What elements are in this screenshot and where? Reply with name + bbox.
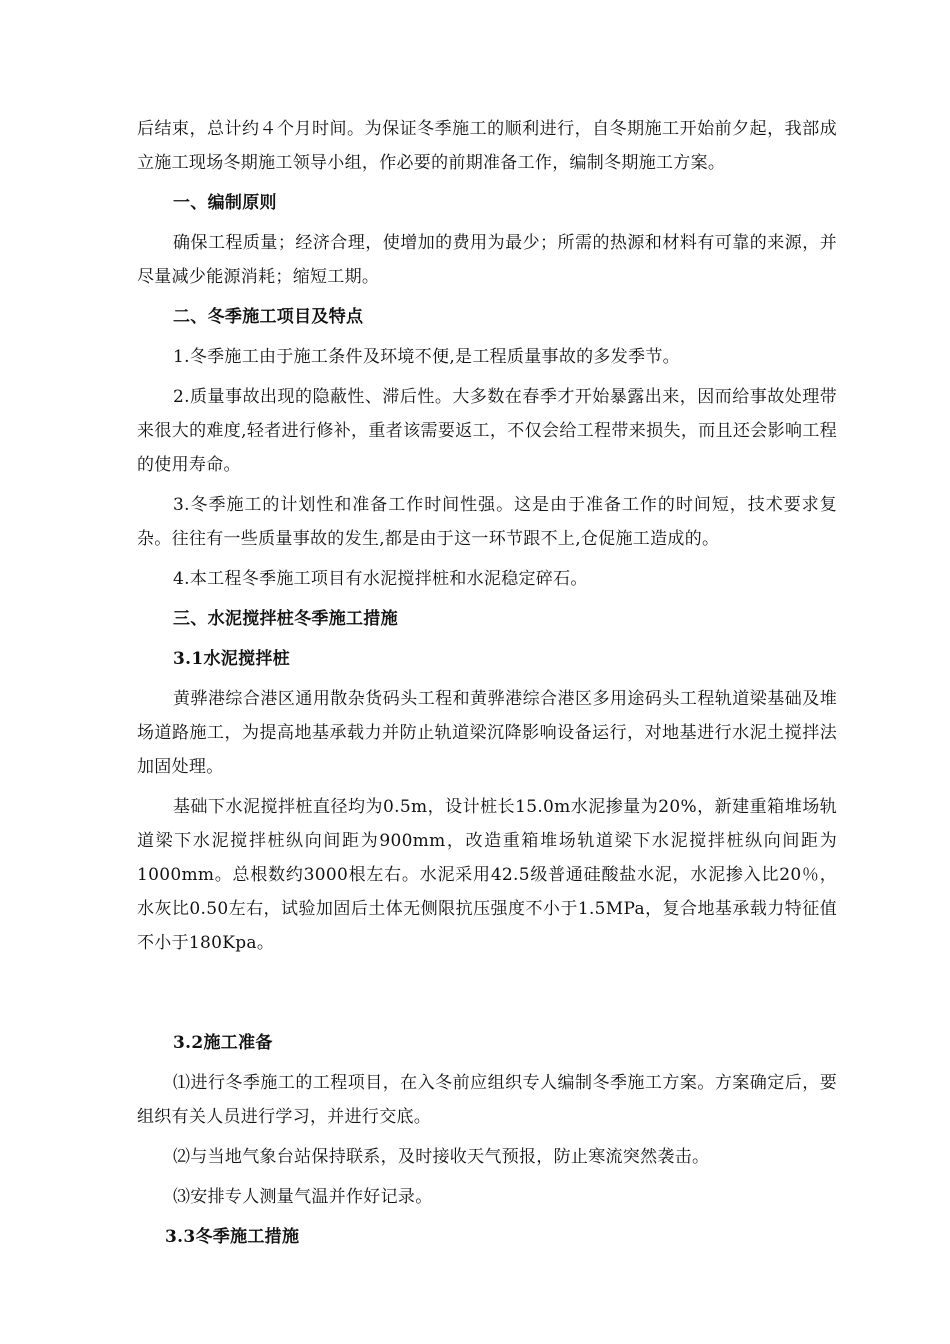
section-2-item-1: 1.冬季施工由于施工条件及环境不便,是工程质量事故的多发季节。	[173, 347, 680, 367]
intro-paragraph: 后结束，总计约４个月时间。为保证冬季施工的顺利进行，自冬期施工开始前夕起，我部成立施工现场冬期施工领导小组，作必要的前期准备工作，编制冬期施工方案。	[137, 119, 837, 173]
subsection-3-2-item-1: ⑴进行冬季施工的工程项目，在入冬前应组织专人编制冬季施工方案。方案确定后，要组织有关人员进行学习，并进行交底。	[137, 1073, 837, 1127]
subsection-3-2-item-3: ⑶安排专人测量气温并作好记录。	[173, 1187, 433, 1207]
section-2-item-2: 2.质量事故出现的隐蔽性、滞后性。大多数在春季才开始暴露出来，因而给事故处理带来很大的难度,轻者进行修补，重者该需要返工，不仅会给工程带来损失，而且还会影响工程的使用寿命。	[137, 387, 837, 475]
subsection-3-1-paragraph-a: 黄骅港综合港区通用散杂货码头工程和黄骅港综合港区多用途码头工程轨道梁基础及堆场道路施工，为提高地基承载力并防止轨道梁沉降影响设备运行，对地基进行水泥土搅拌法加固处理。	[137, 689, 837, 777]
subsection-3-2-item-2: ⑵与当地气象台站保持联系，及时接收天气预报，防止寒流突然袭击。	[173, 1147, 710, 1167]
document-body	[137, 112, 837, 1254]
subsection-heading-3-3: 3.3冬季施工措施	[165, 1227, 300, 1247]
section-2-item-3: 3.冬季施工的计划性和准备工作时间性强。这是由于准备工作的时间短，技术要求复杂。往往有一些质量事故的发生,都是由于这一环节跟不上,仓促施工造成的。	[137, 495, 837, 549]
subsection-3-1-paragraph-b: 基础下水泥搅拌桩直径均为0.5m，设计桩长15.0m水泥掺量为20%，新建重箱堆场轨道梁下水泥搅拌桩纵向间距为900mm，改造重箱堆场轨道梁下水泥搅拌桩纵向间距为1000mm。总根数约3000根左右。水泥采用42.5级普通硅酸盐水泥，水泥掺入比20％，水灰比0.50左右，试验加固后土体无侧限抗压强度不小于1.5MPa，复合地基承载力特征值不小于180Kpa。	[137, 797, 837, 953]
section-heading-1: 一、编制原则	[173, 193, 277, 213]
section-1-paragraph: 确保工程质量；经济合理，使增加的费用为最少；所需的热源和材料有可靠的来源，并尽量减少能源消耗；缩短工期。	[137, 233, 837, 287]
subsection-heading-3-2: 3.2施工准备	[173, 1033, 273, 1053]
section-heading-3: 三、水泥搅拌桩冬季施工措施	[173, 609, 398, 629]
section-2-item-4: 4.本工程冬季施工项目有水泥搅拌桩和水泥稳定碎石。	[173, 569, 588, 589]
section-heading-2: 二、冬季施工项目及特点	[173, 307, 364, 327]
subsection-heading-3-1: 3.1水泥搅拌桩	[173, 649, 290, 669]
